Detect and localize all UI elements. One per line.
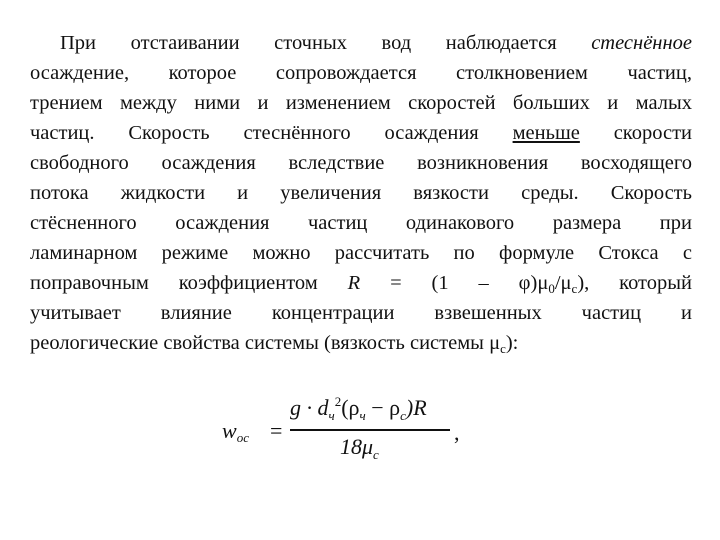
formula-lhs: wос [222,418,249,445]
text-line: свободного осаждения вследствие возникновения восходящего [30,152,692,174]
variable-r: R [347,272,361,294]
text-line: стёсненного осаждения частиц одинакового размера при [30,212,692,234]
text-line: поправочным коэффициентом $R = (1 - \varphi)\mu_0/\mu_с$), который [30,272,692,296]
formula-numerator: $g \cdot d_ч^2(\rho_ч - \rho_с)R$ [290,394,427,423]
text-line: потока жидкости и увеличения вязкости среды. Скорость [30,182,692,204]
paragraph [30,28,692,358]
emphasis-text: стеснённое [591,32,692,54]
formula-comma: , [454,420,460,445]
underlined-text: меньше [512,122,580,144]
text-line: частиц. Скорость стеснённого осаждения меньше скорости [30,122,692,144]
text-line: При отстаивании сточных вод наблюдается стеснённое [60,32,692,54]
text-line: ламинарном режиме можно рассчитать по формуле Стокса с [30,242,692,264]
text-line: реологические свойства системы (вязкость системы $\mu_с$): [30,332,519,356]
formula-denominator: $18\mu_с$ [340,434,379,462]
formula-equals: = [270,418,283,443]
text-line: учитывает влияние концентрации взвешенных частиц и [30,302,692,324]
text-line: осаждение, которое сопровождается столкновением частиц, [30,62,692,84]
fraction-bar [290,429,450,431]
text-line: трением между ними и изменением скоростей больших и малых [30,92,692,114]
stokes-formula [222,392,472,472]
